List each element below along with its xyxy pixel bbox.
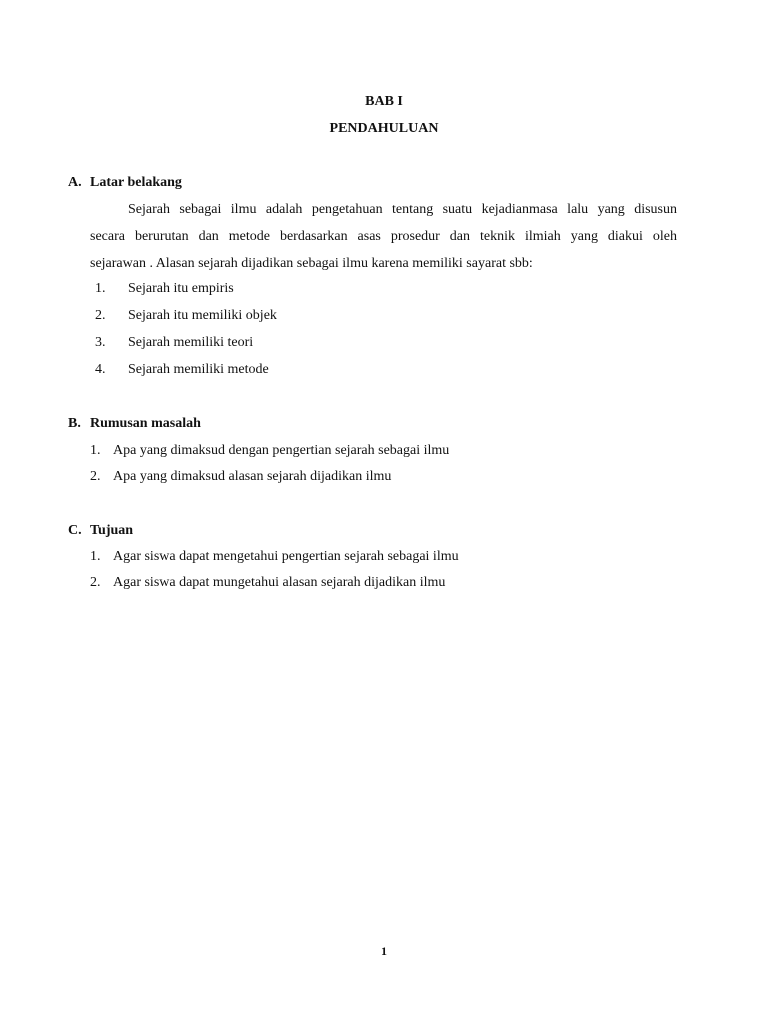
list-item-number: 1.: [95, 281, 106, 296]
section-b-title: Rumusan masalah: [90, 416, 201, 431]
list-item-number: 4.: [95, 362, 106, 377]
chapter-title: PENDAHULUAN: [329, 121, 439, 136]
section-c-letter: C.: [68, 523, 82, 538]
section-a-heading: [68, 175, 182, 191]
list-item-number: 2.: [90, 575, 101, 590]
list-item-text: Apa yang dimaksud dengan pengertian sejarah sebagai ilmu: [113, 443, 450, 458]
list-item-number: 1.: [90, 549, 101, 564]
section-b-letter: B.: [68, 416, 81, 431]
paragraph-line: sejarawan . Alasan sejarah dijadikan sebagai ilmu karena memiliki sayarat sbb:: [90, 256, 533, 271]
section-b-heading: [68, 416, 201, 432]
list-item-text: Sejarah itu empiris: [128, 281, 234, 296]
list-item-text: Sejarah memiliki metode: [128, 362, 269, 377]
list-item-text: Sejarah itu memiliki objek: [128, 308, 277, 323]
list-item-number: 3.: [95, 335, 106, 350]
list-item-number: 2.: [90, 469, 101, 484]
page-number: 1: [381, 944, 387, 958]
section-a-letter: A.: [68, 175, 82, 190]
chapter-number: BAB I: [365, 94, 403, 109]
section-a-title: Latar belakang: [90, 175, 182, 190]
section-c-heading: [68, 523, 133, 539]
section-a-paragraph: [90, 196, 677, 277]
list-item-text: Apa yang dimaksud alasan sejarah dijadikan ilmu: [113, 469, 392, 484]
list-item-text: Agar siswa dapat mengetahui pengertian sejarah sebagai ilmu: [113, 549, 459, 564]
paragraph-line: secara berurutan dan metode berdasarkan asas prosedur dan teknik ilmiah yang diakui oleh: [90, 229, 677, 244]
list-item-number: 2.: [95, 308, 106, 323]
paragraph-line: Sejarah sebagai ilmu adalah pengetahuan tentang suatu kejadianmasa lalu yang disusun: [128, 202, 677, 217]
list-item-number: 1.: [90, 443, 101, 458]
section-c-title: Tujuan: [90, 523, 134, 538]
list-item-text: Sejarah memiliki teori: [128, 335, 254, 350]
list-item-text: Agar siswa dapat mungetahui alasan sejarah dijadikan ilmu: [113, 575, 446, 590]
